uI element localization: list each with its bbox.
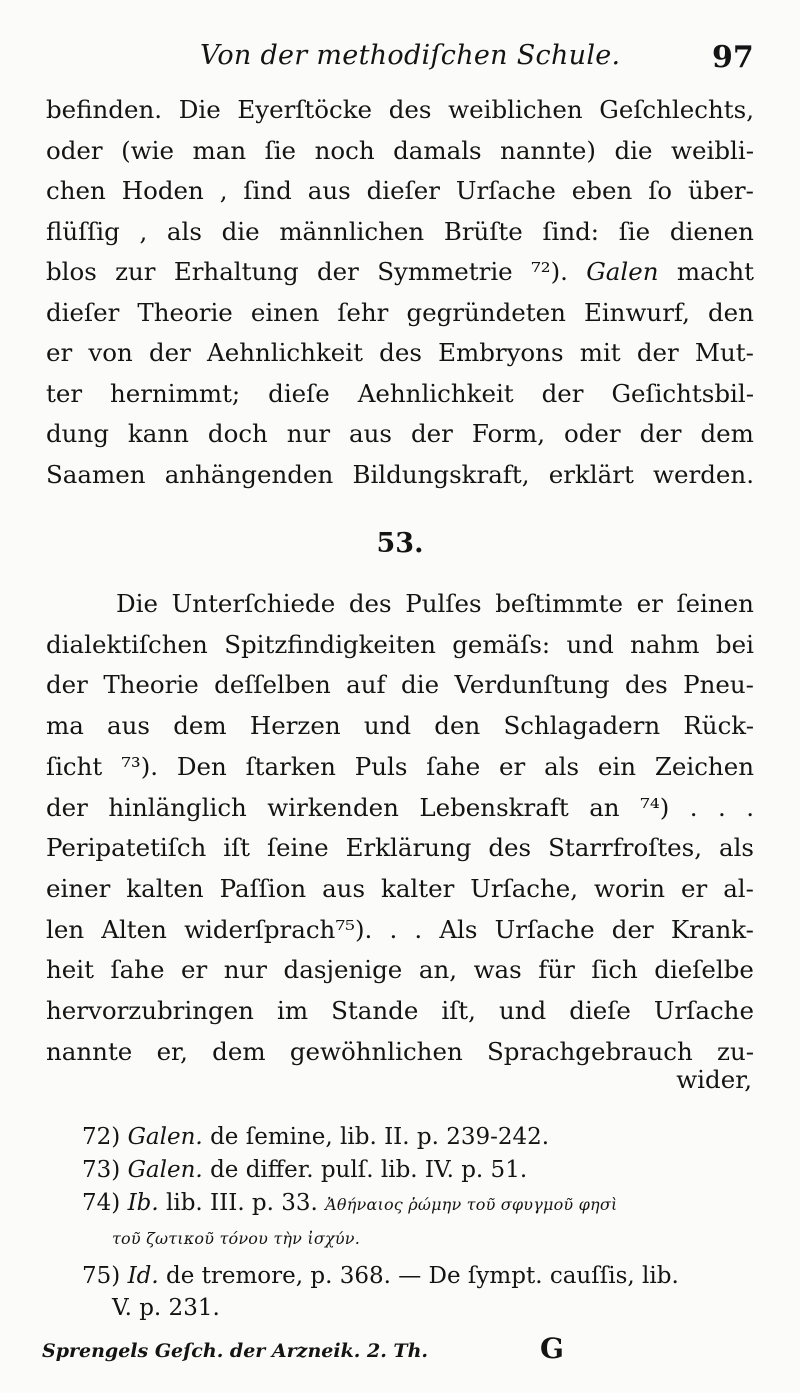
word: Erhaltung	[173, 257, 299, 286]
word: heit	[46, 955, 94, 985]
word: Die	[178, 95, 221, 124]
word: als	[718, 833, 754, 863]
word: ,	[219, 176, 228, 205]
word: einen	[250, 297, 320, 327]
word: gewöhnlichen	[289, 1036, 463, 1066]
word: dem	[173, 711, 227, 741]
word: ſicht	[46, 751, 103, 781]
section-line	[116, 590, 754, 618]
footnote-author: Id.	[127, 1263, 159, 1289]
section-line	[46, 631, 754, 659]
word: Lebenskraft	[419, 792, 569, 822]
word: ſo	[648, 176, 673, 205]
word: noch	[314, 135, 375, 165]
body-line	[46, 177, 754, 205]
word: Form,	[471, 419, 546, 448]
word: der	[317, 257, 359, 286]
word: zu-	[717, 1036, 754, 1066]
word: Hoden	[121, 176, 204, 205]
word: der	[46, 792, 88, 822]
footnote-author: Ib.	[127, 1190, 159, 1216]
word: ma	[46, 711, 84, 741]
word: des	[348, 589, 392, 618]
word: männlichen	[279, 216, 425, 246]
word: dieſer	[366, 176, 440, 205]
word: wirkenden	[267, 792, 399, 822]
word: beſtimmte	[495, 589, 623, 618]
word: .	[717, 792, 726, 822]
word: ſeinen	[676, 589, 754, 618]
word: hinlänglich	[108, 792, 247, 822]
word: dasjenige	[283, 955, 403, 985]
word: Eyerſtöcke	[237, 95, 373, 124]
word: dung	[46, 419, 109, 448]
word: weibli-	[671, 135, 754, 165]
word: man	[192, 135, 247, 165]
word: einer	[46, 873, 111, 903]
word: Krank-	[670, 914, 754, 944]
body-line	[46, 96, 754, 124]
word: dieſe	[268, 378, 330, 408]
word: ſie	[264, 135, 297, 165]
word: Aehnlichkeit	[357, 378, 514, 408]
word: Zeichen	[654, 751, 754, 781]
word: die	[221, 216, 260, 246]
footnote-number: 72)	[82, 1124, 121, 1150]
word: ⁷²).	[530, 257, 568, 286]
word: der	[541, 378, 584, 408]
word: Bildungskraft,	[352, 459, 530, 489]
word: ⁷³).	[121, 751, 159, 781]
word: die	[401, 670, 440, 700]
word: er	[636, 589, 663, 618]
word: Einwurf,	[583, 297, 690, 327]
section-line	[46, 1038, 754, 1066]
word: hernimmt;	[110, 378, 241, 408]
page-number: 97	[712, 40, 754, 75]
body-line	[46, 218, 754, 246]
word: .	[389, 914, 398, 944]
body-line	[46, 137, 754, 165]
word: ein	[597, 751, 637, 781]
word: den	[707, 297, 754, 327]
word: nur	[223, 955, 268, 985]
footnote-number: 73)	[82, 1157, 121, 1183]
word: .	[746, 792, 754, 822]
body-line	[46, 461, 754, 489]
word: Die	[116, 589, 158, 618]
section-line	[46, 794, 754, 822]
word: Stande	[331, 996, 419, 1025]
word: ſahe	[110, 955, 165, 985]
word: ſahe	[426, 751, 481, 781]
word: aus	[322, 873, 366, 903]
footnote-text-cont: V. p. 231.	[112, 1295, 220, 1321]
word: was	[473, 955, 522, 985]
word: anhängenden	[164, 459, 334, 489]
word: an	[589, 792, 620, 822]
word: Schlagadern	[503, 711, 661, 741]
word: des	[488, 833, 532, 863]
word: befinden.	[46, 95, 163, 124]
word: dieſe	[569, 996, 631, 1025]
footnote-greek-quote-cont: τοῦ ζωτικοῦ τόνου τὴν ἰσχύν.	[112, 1229, 361, 1248]
signature-line: Sprengels Geſch. der Arzneik. 2. Th.	[42, 1340, 428, 1362]
body-line	[46, 258, 754, 286]
footnote-text: lib. III. p. 33.	[166, 1190, 318, 1216]
word: nannte)	[500, 135, 596, 165]
word: er	[46, 338, 73, 367]
word: des	[624, 670, 668, 700]
word: macht	[676, 257, 754, 286]
word: kalten	[126, 873, 204, 903]
word: werden.	[653, 459, 754, 489]
word: blos	[46, 257, 97, 286]
word: dem	[212, 1036, 266, 1066]
word: .	[689, 792, 698, 822]
word: nahm	[630, 629, 700, 659]
word: Theorie	[103, 670, 199, 700]
word: Embryons	[438, 338, 564, 367]
word: Spitzfindigkeiten	[224, 629, 436, 659]
word: Saamen	[46, 459, 146, 489]
word: ter	[46, 378, 83, 408]
word: Geſchlechts,	[599, 95, 754, 124]
word: dem	[700, 419, 754, 448]
footnote-author: Galen.	[127, 1157, 203, 1183]
footnote-74	[82, 1190, 617, 1218]
word: len	[46, 914, 85, 944]
word: Urſache	[494, 914, 595, 944]
word: des	[388, 95, 432, 124]
section-number: 53.	[376, 528, 424, 559]
footnote-author: Galen.	[127, 1124, 203, 1150]
signature-mark: G	[540, 1332, 564, 1365]
section-line	[46, 834, 754, 862]
word: nur	[286, 419, 331, 448]
section-line	[46, 712, 754, 740]
word: gemäſs:	[452, 629, 551, 659]
footnote-74-continuation	[112, 1224, 360, 1252]
footnote-75	[82, 1263, 679, 1289]
word: Urſache	[653, 996, 754, 1025]
word: des	[379, 338, 422, 367]
word: Aehnlichkeit	[207, 338, 363, 367]
word: hervorzubringen	[46, 996, 254, 1025]
word: und	[498, 996, 547, 1025]
word: ſehr	[337, 297, 389, 327]
word: eben	[571, 176, 633, 205]
section-line	[46, 997, 754, 1025]
word: ,	[139, 216, 148, 246]
word: dieſer	[46, 297, 120, 327]
footnote-number: 74)	[82, 1190, 121, 1216]
word: chen	[46, 176, 106, 205]
word: Mut-	[694, 338, 754, 367]
word: er	[499, 751, 526, 781]
word: von	[88, 338, 133, 367]
word: weiblichen	[448, 95, 583, 124]
word: kann	[127, 419, 189, 448]
word: für	[538, 955, 575, 985]
word: Den	[176, 751, 227, 781]
word: Erklärung	[345, 833, 472, 863]
word: Als	[439, 914, 478, 944]
word: der	[410, 419, 453, 448]
word: dialektiſchen	[46, 629, 208, 659]
word: über-	[687, 176, 754, 205]
section-line	[46, 916, 754, 944]
word: iſt,	[441, 996, 476, 1025]
word: Urſache,	[470, 873, 579, 903]
word: Pulſes	[405, 589, 482, 618]
word: worin	[594, 873, 666, 903]
word: Unterſchiede	[171, 589, 336, 618]
word: Puls	[354, 751, 408, 781]
footnote-75-continuation	[112, 1295, 220, 1321]
word: Galen	[586, 257, 659, 286]
word: Theorie	[137, 297, 233, 327]
word: der	[639, 419, 682, 448]
word: ſtarken	[245, 751, 336, 781]
word: Herzen	[249, 711, 341, 741]
word: als	[166, 216, 202, 246]
word: aus	[307, 176, 351, 205]
section-line	[46, 875, 754, 903]
word: er	[180, 955, 208, 985]
word: zur	[115, 257, 156, 286]
word: ſind	[243, 176, 292, 205]
word: der	[148, 338, 191, 367]
word: Brüſte	[443, 216, 523, 246]
word: Geſichtsbil-	[611, 378, 754, 408]
footnote-72	[82, 1124, 549, 1150]
body-line	[46, 339, 754, 367]
section-line	[46, 671, 754, 699]
word: ⁷⁴)	[640, 792, 670, 822]
word: der	[636, 338, 679, 367]
word: doch	[207, 419, 268, 448]
word: im	[277, 996, 309, 1025]
footnote-greek-quote: Ἀθήναιος ῥώμην τοῦ σφυγμοῦ φησὶ	[325, 1195, 618, 1214]
word: er,	[156, 1036, 188, 1066]
word: bei	[715, 629, 754, 659]
section-line	[46, 956, 754, 984]
word: aus	[107, 711, 151, 741]
catchword: wider,	[676, 1065, 752, 1094]
word: widerſprach⁷⁵).	[184, 914, 373, 944]
word: und	[566, 629, 614, 659]
word: Peripatetiſch	[46, 833, 207, 863]
word: aus	[349, 419, 393, 448]
word: Sprachgebrauch	[487, 1036, 693, 1066]
word: oder	[563, 419, 621, 448]
running-head-title: Von der methodiſchen Schule.	[200, 40, 621, 71]
word: deſſelben	[214, 670, 331, 700]
word: er	[681, 873, 708, 903]
word: der	[46, 670, 88, 700]
word: Paſſion	[219, 873, 307, 903]
running-head	[0, 38, 800, 88]
footnote-text: de ſemine, lib. II. p. 239-242.	[210, 1124, 550, 1150]
footnote-text: de tremore, p. 368. — De ſympt. cauſſis, lib.	[166, 1263, 679, 1289]
word: dieſelbe	[654, 955, 754, 985]
word: und	[363, 711, 412, 741]
footnote-73	[82, 1157, 527, 1183]
word: nannte	[46, 1036, 133, 1066]
footnote-number: 75)	[82, 1263, 121, 1289]
word: damals	[393, 135, 482, 165]
word: auf	[346, 670, 386, 700]
word: Symmetrie	[377, 257, 513, 286]
word: ſie	[618, 216, 651, 246]
word: gegründeten	[406, 297, 566, 327]
body-line	[46, 299, 754, 327]
word: den	[434, 711, 481, 741]
word: an,	[418, 955, 458, 985]
word: ſeine	[266, 833, 329, 863]
word: oder	[46, 135, 103, 165]
word: mit	[579, 338, 621, 367]
word: Starrfroſtes,	[548, 833, 703, 863]
word: ſich	[591, 955, 638, 985]
word: die	[614, 135, 653, 165]
word: Rück-	[683, 711, 754, 741]
word: Pneu-	[683, 670, 754, 700]
word: iſt	[223, 833, 251, 863]
footnote-text: de differ. pulſ. lib. IV. p. 51.	[210, 1157, 528, 1183]
word: (wie	[121, 135, 175, 165]
word: .	[414, 914, 423, 944]
word: als	[544, 751, 580, 781]
body-line	[46, 420, 754, 448]
body-line	[46, 380, 754, 408]
word: kalter	[380, 873, 455, 903]
word: Alten	[101, 914, 167, 944]
word: flüſſig	[46, 216, 120, 246]
word: Verdunſtung	[454, 670, 610, 700]
word: erklärt	[548, 459, 634, 489]
word: Urſache	[455, 176, 556, 205]
word: dienen	[669, 216, 754, 246]
word: der	[611, 914, 654, 944]
word: al-	[723, 873, 754, 903]
word: ſind:	[542, 216, 600, 246]
section-line	[46, 753, 754, 781]
